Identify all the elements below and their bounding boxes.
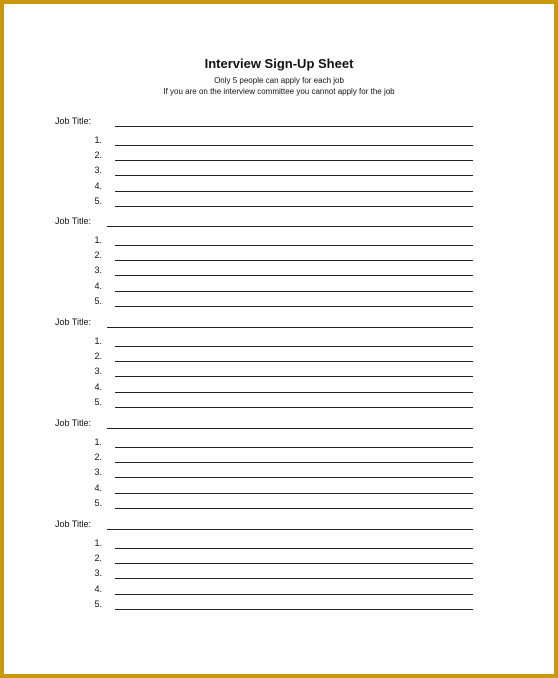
entry-number: 3. <box>94 165 102 176</box>
signup-name-field[interactable] <box>115 407 473 408</box>
entry-number: 4. <box>94 583 102 594</box>
entry-number: 3. <box>94 366 102 377</box>
signup-name-field[interactable] <box>115 563 473 564</box>
sheet-rule-capacity: Only 5 people can apply for each job <box>214 76 344 85</box>
entry-number: 2. <box>94 553 102 564</box>
sheet-rule-committee: If you are on the interview committee you cannot apply for the job <box>163 87 395 96</box>
signup-name-field[interactable] <box>115 508 473 509</box>
signup-name-field[interactable] <box>115 594 473 595</box>
signup-name-field[interactable] <box>115 206 473 207</box>
job-title-field[interactable] <box>107 428 473 429</box>
job-title-field[interactable] <box>107 226 473 227</box>
job-title-field[interactable] <box>107 529 473 530</box>
signup-name-field[interactable] <box>115 145 473 146</box>
job-title-label: Job Title: <box>55 317 92 327</box>
entry-number: 1. <box>94 135 102 145</box>
signup-name-field[interactable] <box>115 477 473 478</box>
signup-name-field[interactable] <box>115 376 473 377</box>
signup-name-field[interactable] <box>115 245 473 246</box>
signup-name-field[interactable] <box>115 346 473 347</box>
signup-name-field[interactable] <box>115 306 473 307</box>
job-title-label: Job Title: <box>55 418 92 428</box>
entry-number: 3. <box>94 467 102 478</box>
signup-name-field[interactable] <box>115 160 473 161</box>
entry-number: 2. <box>94 150 102 161</box>
entry-number: 1. <box>94 336 102 346</box>
entry-number: 2. <box>94 452 102 463</box>
signup-name-field[interactable] <box>115 275 473 276</box>
signup-name-field[interactable] <box>115 361 473 362</box>
signup-name-field[interactable] <box>115 548 473 549</box>
document-page <box>4 4 554 674</box>
entry-number: 2. <box>94 250 102 261</box>
signup-name-field[interactable] <box>115 291 473 292</box>
job-title-field[interactable] <box>107 327 473 328</box>
signup-name-field[interactable] <box>115 462 473 463</box>
entry-number: 5. <box>94 295 102 306</box>
signup-name-field[interactable] <box>115 578 473 579</box>
job-title-label: Job Title: <box>55 116 92 126</box>
entry-number: 5. <box>94 497 102 508</box>
entry-number: 2. <box>94 351 102 362</box>
entry-number: 5. <box>94 195 102 206</box>
entry-number: 5. <box>94 396 102 407</box>
entry-number: 3. <box>94 265 102 276</box>
sheet-title: Interview Sign-Up Sheet <box>204 56 354 71</box>
entry-number: 4. <box>94 180 102 191</box>
entry-number: 1. <box>94 235 102 245</box>
entry-number: 3. <box>94 568 102 579</box>
entry-number: 4. <box>94 381 102 392</box>
signup-name-field[interactable] <box>115 191 473 192</box>
signup-name-field[interactable] <box>115 609 473 610</box>
signup-name-field[interactable] <box>115 493 473 494</box>
entry-number: 4. <box>94 280 102 291</box>
job-title-label: Job Title: <box>55 216 92 226</box>
job-title-field[interactable] <box>115 126 473 127</box>
signup-name-field[interactable] <box>115 447 473 448</box>
signup-name-field[interactable] <box>115 392 473 393</box>
job-title-label: Job Title: <box>55 519 92 529</box>
entry-number: 5. <box>94 598 102 609</box>
signup-name-field[interactable] <box>115 175 473 176</box>
entry-number: 4. <box>94 482 102 493</box>
signup-name-field[interactable] <box>115 260 473 261</box>
entry-number: 1. <box>94 538 102 548</box>
entry-number: 1. <box>94 437 102 447</box>
